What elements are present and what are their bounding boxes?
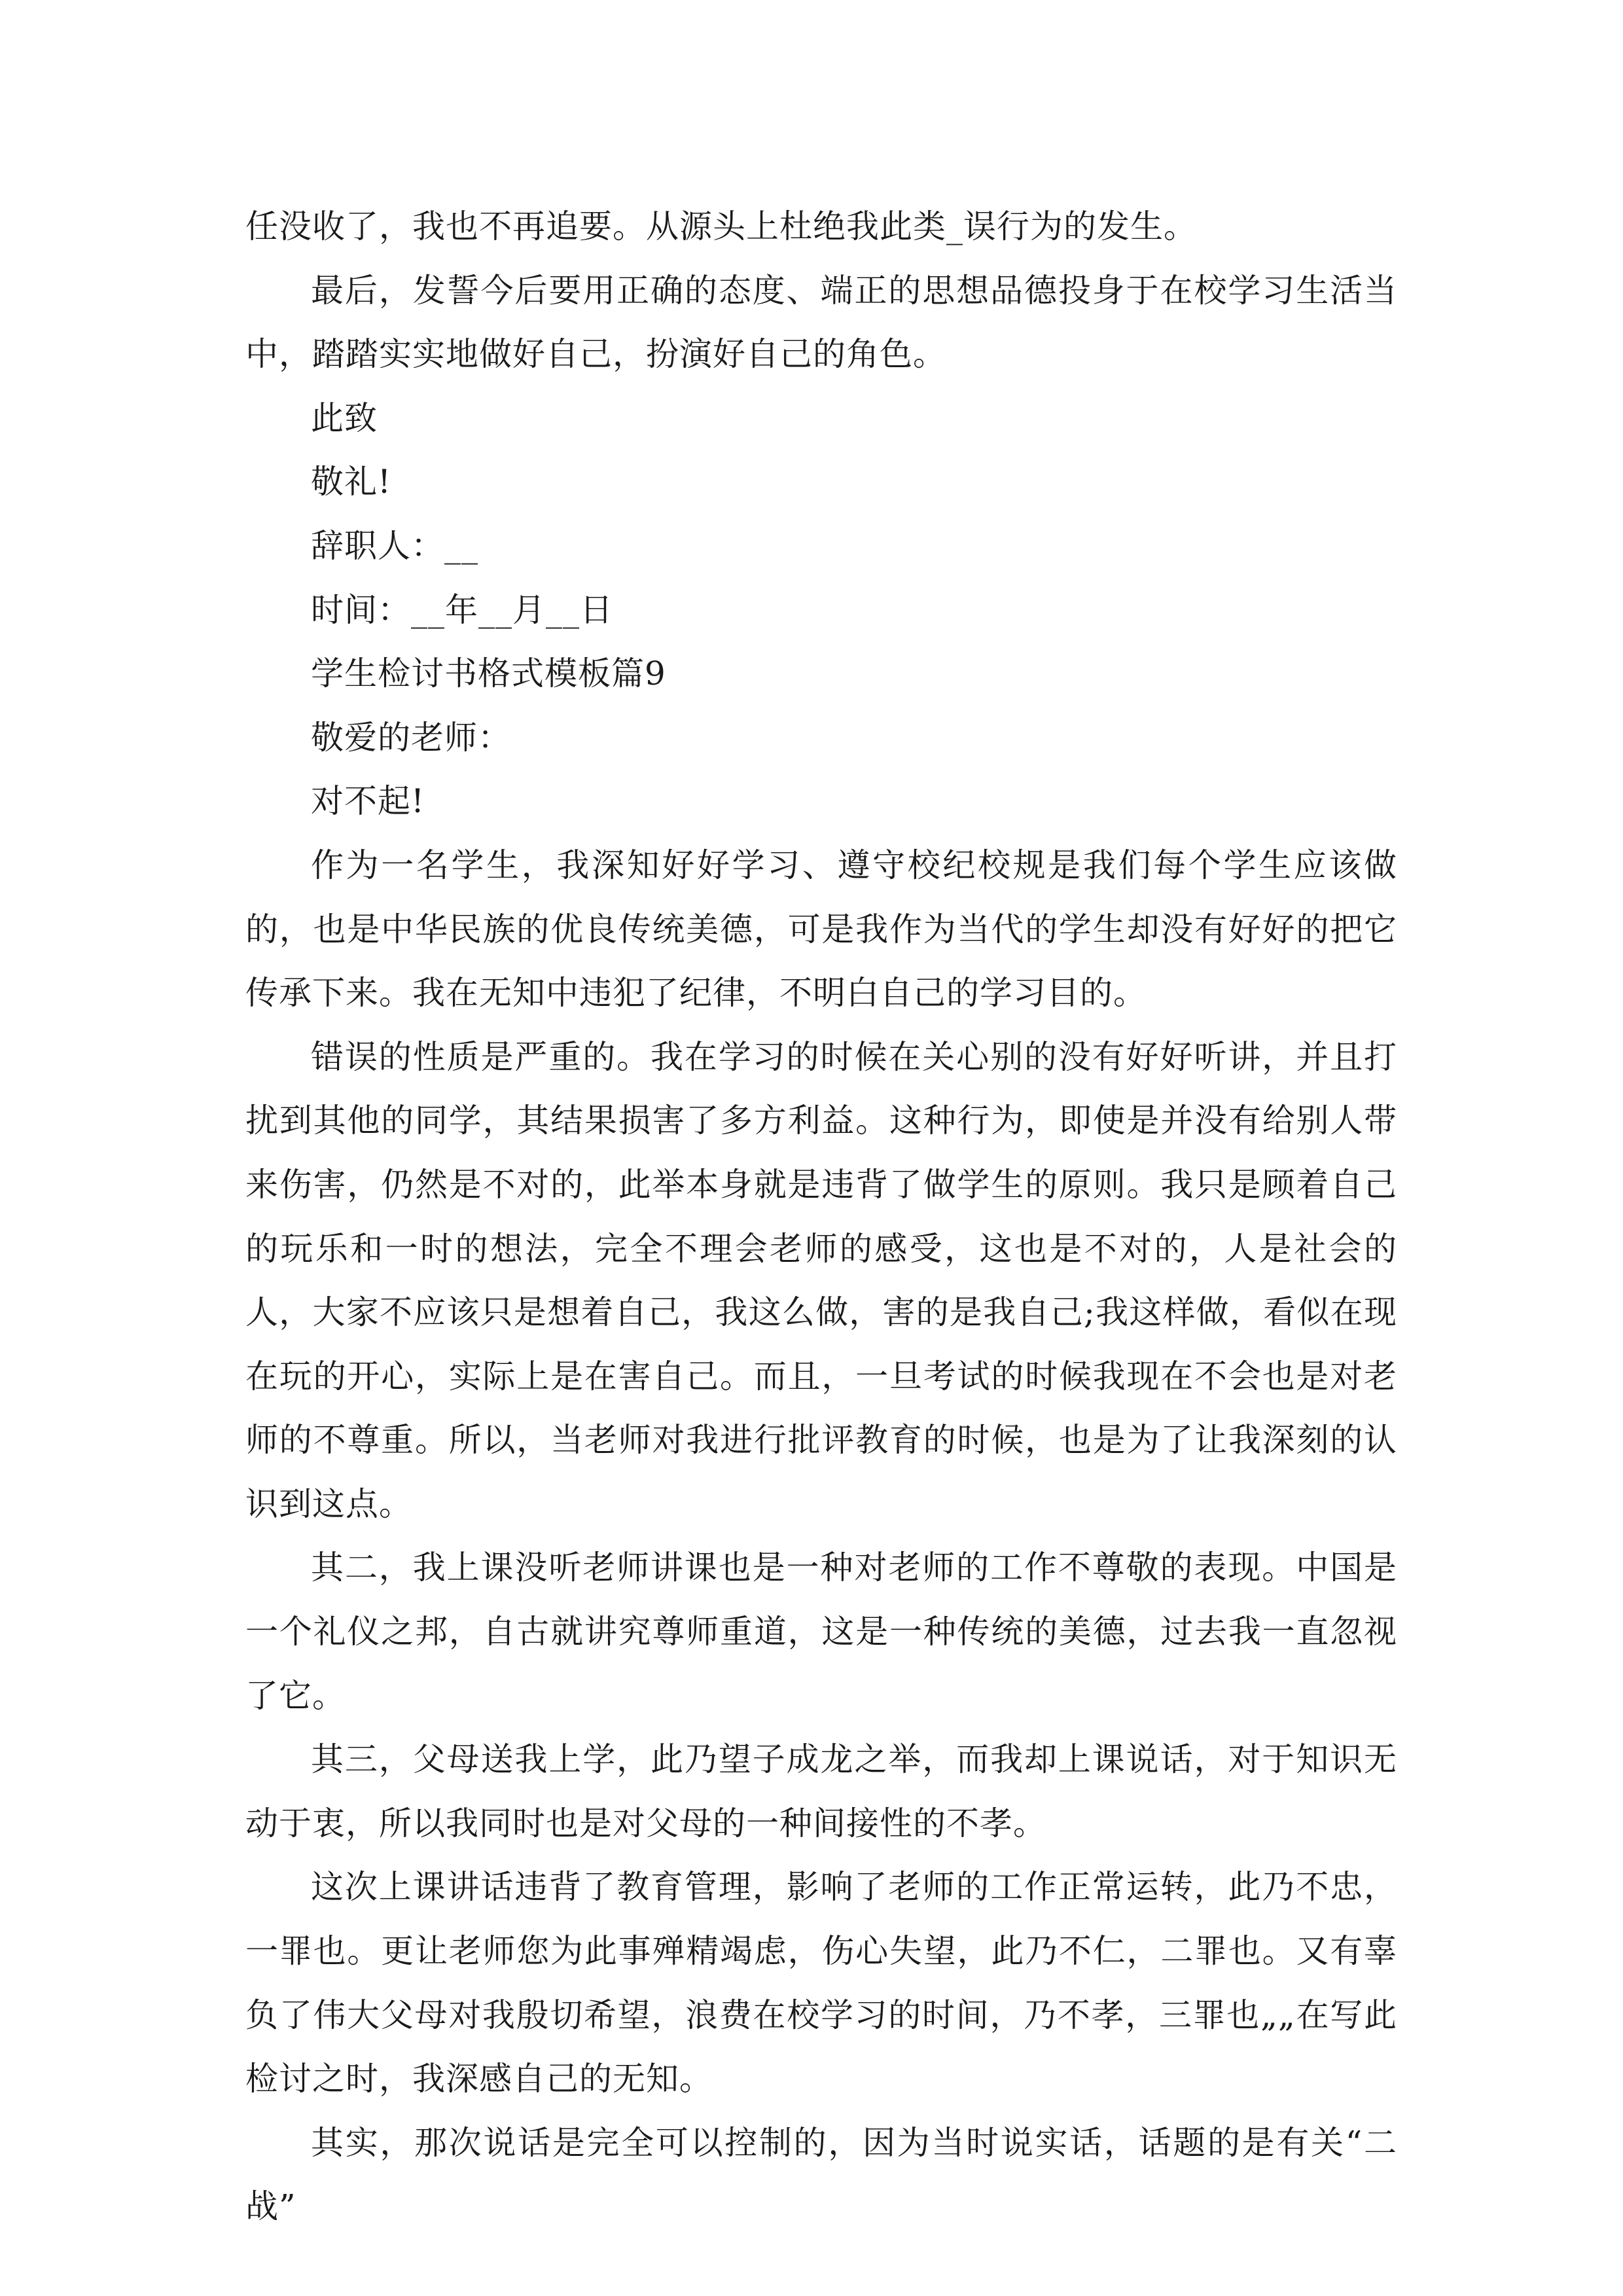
paragraph-resolution: 最后，发誓今后要用正确的态度、端正的思想品德投身于在校学习生活当中，踏踏实实地做好自己，扮演好自己的角色。 (245, 271, 1397, 374)
paragraph-continuation: 任没收了，我也不再追要。从源头上杜绝我此类_误行为的发生。 (245, 207, 1197, 245)
paragraph-intro: 作为一名学生，我深知好好学习、遵守校纪校规是我们每个学生应该做的，也是中华民族的优良传统美德，可是我作为当代的学生却没有好好的把它传承下来。我在无知中违犯了纪律，不明白自己的学习目的。 (245, 846, 1397, 1013)
closing-salutation: 此致 (311, 399, 378, 437)
paragraph-three-faults: 这次上课讲话违背了教育管理，影响了老师的工作正常运转，此乃不忠，一罪也。更让老师您为此事殚精竭虑，伤心失望，此乃不仁，二罪也。又有辜负了伟大父母对我殷切希望，浪费在校学习的时间，乃不孝，三罪也„„在写此检讨之时，我深感自己的无知。 (245, 1868, 1397, 2098)
paragraph-second: 其二，我上课没听老师讲课也是一种对老师的工作不尊敬的表现。中国是一个礼仪之邦，自古就讲究尊师重道，这是一种传统的美德，过去我一直忽视了它。 (245, 1549, 1397, 1715)
greeting: 敬爱的老师： (311, 718, 511, 757)
paragraph-actually: 其实，那次说话是完全可以控制的，因为当时说实话，话题的是有关“二战” (245, 2123, 1397, 2226)
section-title: 学生检讨书格式模板篇9 (311, 655, 666, 693)
signature-line: 辞职人：__ (311, 526, 478, 565)
closing-respect: 敬礼! (311, 463, 392, 501)
date-line: 时间：__年__月__日 (311, 590, 613, 629)
paragraph-error-nature: 错误的性质是严重的。我在学习的时候在关心别的没有好好听讲，并且打扰到其他的同学，其结果损害了多方利益。这种行为，即使是并没有给别人带来伤害，仍然是不对的，此举本身就是违背了做学生的原则。我只是顾着自己的玩乐和一时的想法，完全不理会老师的感受，这也是不对的，人是社会的人，大家不应该只是想着自己，我这么做，害的是我自己;我这样做，看似在现在玩的开心，实际上是在害自己。而且，一旦考试的时候我现在不会也是对老师的不尊重。所以，当老师对我进行批评教育的时候，也是为了让我深刻的认识到这点。 (245, 1037, 1397, 1523)
paragraph-third: 其三，父母送我上学，此乃望子成龙之举，而我却上课说话，对于知识无动于衷，所以我同时也是对父母的一种间接性的不孝。 (245, 1740, 1397, 1842)
apology-line: 对不起! (311, 782, 425, 821)
document-body (245, 195, 1397, 2239)
